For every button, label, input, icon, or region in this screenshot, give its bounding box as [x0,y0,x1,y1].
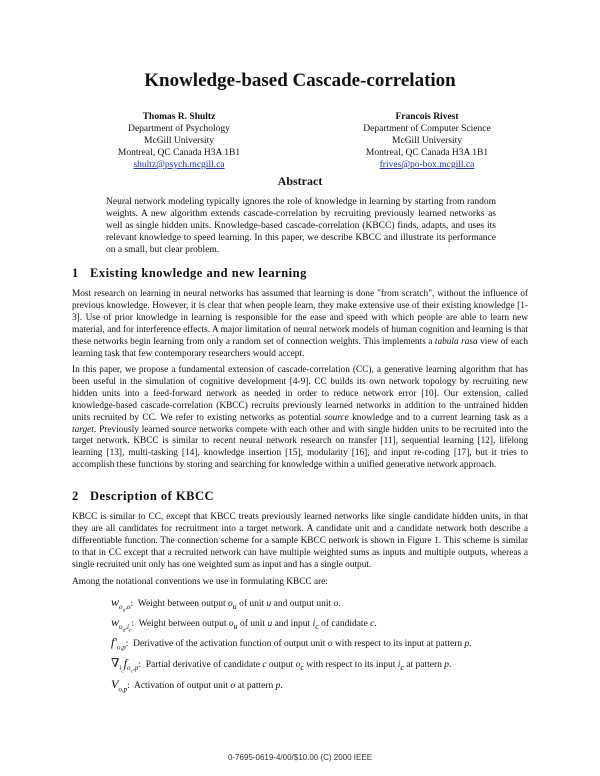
abstract-heading: Abstract [277,174,323,188]
text-run: view of each learning task that few contemporary researchers would accept. [72,336,528,359]
author-name: Thomas R. Shultz [142,112,216,122]
notation-symbol: $f'_{o,p}$ [111,635,126,652]
text-run: . Previously learned source networks compete with each other and with single hidden units to be recruited into the target network. KBCC is similar to recent neural network research on transfer [11], sequential learning [12], lifelong learning [13], multi-tasking [14], knowledge insertion [15], modularity [16], and input re-coding [17], but it tries to accomplish these functions by storing and searching for knowledge within a unified generative network approach. [72,424,528,471]
paper-title: Knowledge-based Cascade-correlation [144,70,456,91]
author-university: McGill University [144,136,214,146]
section-2-paragraph-2: Among the notational conventions we use in formulating KBCC are: [72,577,328,587]
section-number: 1 [72,266,79,280]
notation-definition: $w_{o_u,i_c}$: Weight between output $o_u$ of unit u and input $i_c$ of candidate c. [111,615,377,634]
notation-description: Weight between output $o_u$ of unit u and output unit o. [137,599,341,611]
text-run: Most research on learning in neural networks has assumed that learning is done "from scratch", without the influence of previous knowledge. However, it is clear that when people learn, they make extensive use of their existing knowledge [1-3]. Use of prior knowledge in learning is responsible for the ease and speed with which people are able to learn new material, and for interference effects. A major limitation of neural network models of human cognition and learning is that these networks begin learning from only a random set of connection weights. This implements a [72,289,528,347]
section-title: Description of KBCC [90,489,215,503]
section-2-heading [72,489,214,504]
notation-description: Weight between output $o_u$ of unit u and input $i_c$ of candidate c. [138,619,377,631]
emphasis-text: source [324,412,349,423]
notation-symbol: $w_{o_u,o}$ [111,595,131,614]
author-department: Department of Psychology [128,124,230,134]
author-address: Montreal, QC Canada H3A 1B1 [117,148,241,158]
author-email-link[interactable]: shultz@psych.mcgill.ca [133,160,225,170]
emphasis-text: tabula rasa [434,336,478,347]
text-run: knowledge and to a current learning task as a [348,412,529,423]
abstract-text: Neural network modeling typically ignores the role of knowledge in learning by starting from random weights. A new algorithm extends cascade-correlation by recruiting previously learned networks as well as single hidden units. Knowledge-based cascade-correlation (KBCC) finds, adapts, and uses its relevant knowledge to speed learning. In this paper, we describe KBCC and illustrate its performance on a small, but clear problem. [106,197,496,255]
author-department: Department of Computer Science [363,124,491,134]
emphasis-text: target [72,424,94,435]
section-1-paragraph-2 [72,365,528,472]
author-name: Francois Rivest [395,112,459,122]
notation-symbol: $w_{o_u,i_c}$ [111,615,132,634]
notation-definition: $V_{o,p}$: Activation of output unit o at pattern p. [111,677,283,694]
section-2-paragraph-1: KBCC is similar to CC, except that KBCC treats previously learned networks like single candidate hidden units, in that they are all candidates for recruitment into a target network. A candidate unit and a candidate network both describe a differentiable function. The connection scheme for a sample KBCC network is shown in Figure 1. This scheme is similar to that in CC except that a recruited network can have multiple weighted sums as inputs and multiple outputs, whereas a single recruited unit only has one weighted sum as input and has a single output. [72,512,528,570]
text-run: In this paper, we propose a fundamental extension of cascade-correlation (CC), a generative learning algorithm that has been useful in the simulation of cognitive development [4-9]. CC builds its own network topology by recruiting new hidden units into a feed-forward network as needed in order to reduce network error [10]. Our extension, called knowledge-based cascade-correlation (KBCC) recruits previously learned networks in addition to the untrained hidden units recruited by CC. We refer to existing networks as potential [72,365,528,423]
author-block-2 [327,111,527,171]
author-university: McGill University [392,136,462,146]
section-1-paragraph-1 [72,289,528,360]
notation-description: Partial derivative of candidate c output $o_c$ with respect to its input $i_c$ at pattern p. [145,660,452,672]
notation-definition: $f'_{o,p}$: Derivative of the activation function of output unit o with respect to its input at pattern p. [111,635,472,652]
notation-symbol: $V_{o,p}$ [111,677,128,694]
notation-description: Activation of output unit o at pattern p. [133,681,283,691]
notation-definition: $w_{o_u,o}$: Weight between output $o_u$ of unit u and output unit o. [111,595,341,614]
notation-description: Derivative of the activation function of output unit o with respect to its input at pattern p. [133,639,472,649]
notation-definition: $\nabla_{i_c}f_{o_c,p}$: Partial derivative of candidate c output $o_c$ with respect to its input $i_c$ at pattern p. [111,656,452,675]
notation-symbol: $\nabla_{i_c}f_{o_c,p}$ [111,656,139,675]
section-title: Existing knowledge and new learning [90,266,307,280]
author-block-1 [79,111,279,171]
section-number: 2 [72,489,79,503]
copyright-footer: 0-7695-0619-4/00/$10.00 (C) 2000 IEEE [227,753,373,762]
author-email-link[interactable]: frives@po-box.mcgill.ca [379,160,475,170]
section-1-heading [72,266,307,281]
author-address: Montreal, QC Canada H3A 1B1 [365,148,489,158]
